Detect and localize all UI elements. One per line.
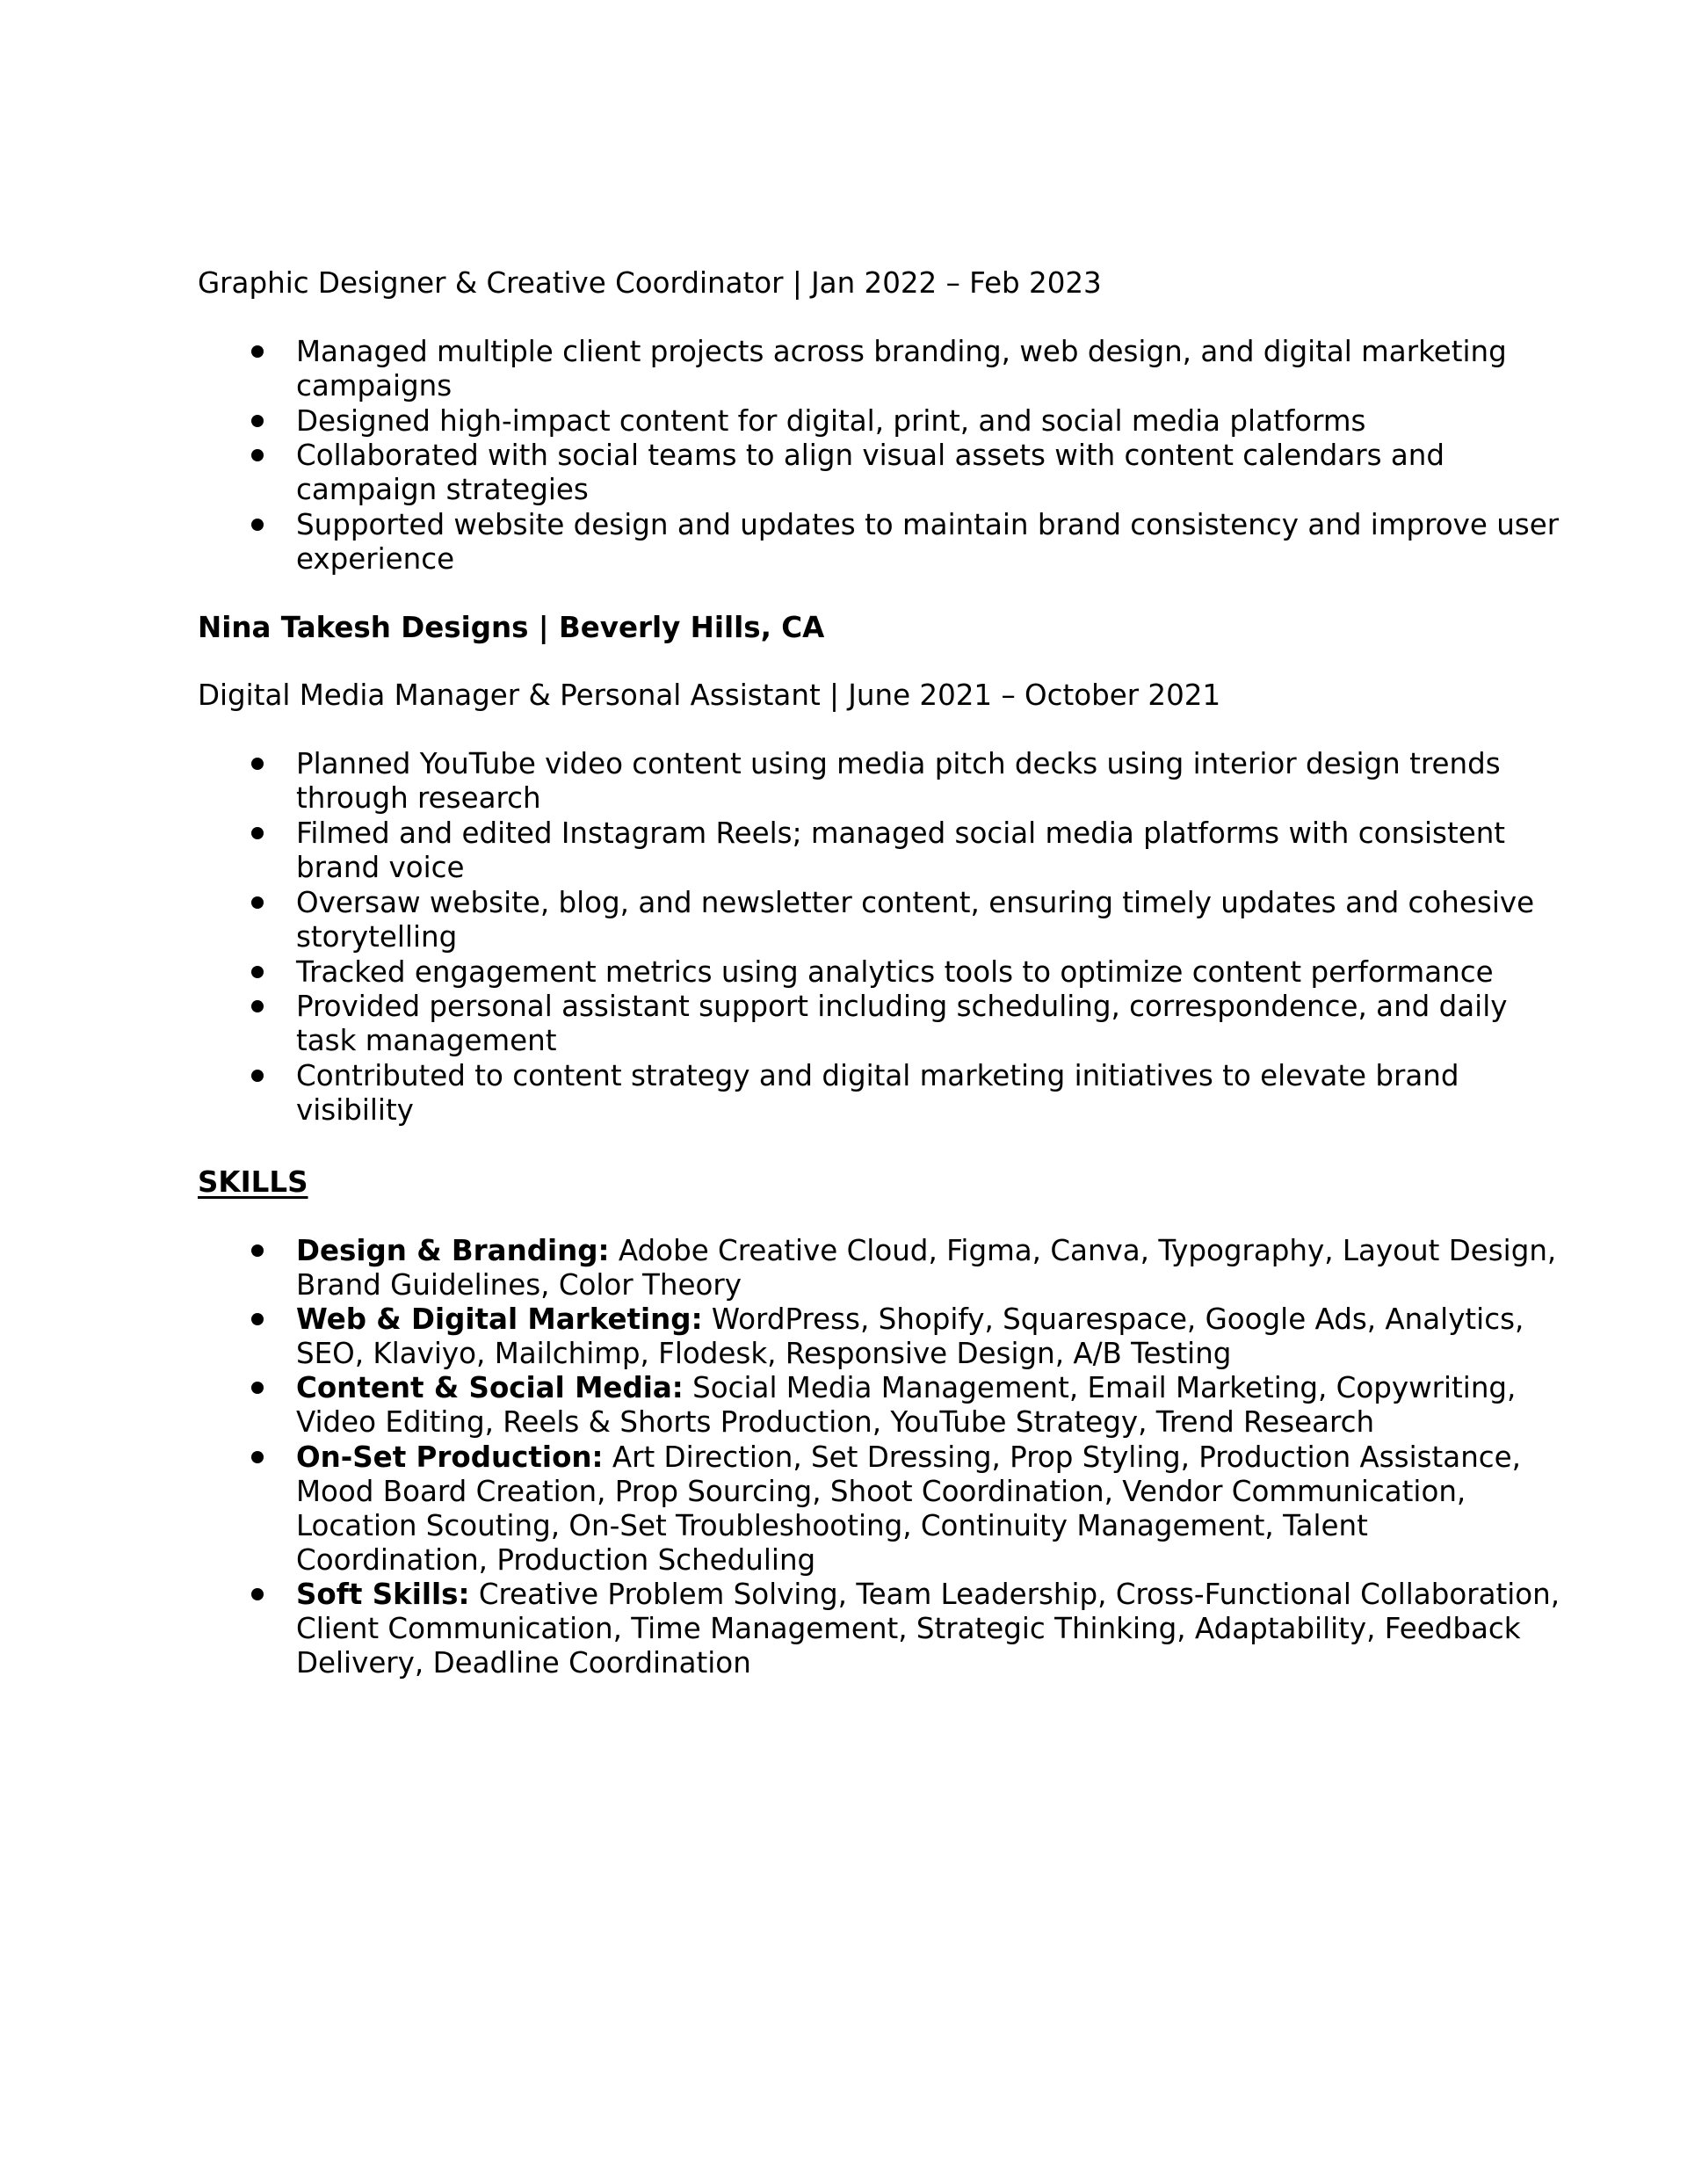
skill-item bbox=[296, 1577, 1560, 1612]
list-item-continuation: storytelling bbox=[296, 920, 458, 954]
skills-heading: SKILLS bbox=[198, 1165, 308, 1199]
bullet-dot bbox=[249, 507, 268, 542]
list-item: Supported website design and updates to maintain brand consistency and improve user bbox=[296, 508, 1560, 541]
bullet-dot bbox=[249, 989, 268, 1024]
list-item: Designed high-impact content for digital, print, and social media platforms bbox=[296, 404, 1366, 438]
list-item-continuation: experience bbox=[296, 542, 455, 576]
list-item-continuation: campaign strategies bbox=[296, 473, 589, 506]
skill-item-continuation: Coordination, Production Scheduling bbox=[296, 1543, 816, 1577]
bullet-dot bbox=[249, 438, 268, 473]
bullet-dot bbox=[249, 334, 268, 369]
list-item: Tracked engagement metrics using analytics tools to optimize content performance bbox=[296, 955, 1494, 989]
job-title-line: Graphic Designer & Creative Coordinator | Jan 2022 – Feb 2023 bbox=[198, 266, 1102, 300]
skill-item-continuation: Delivery, Deadline Coordination bbox=[296, 1646, 751, 1680]
bullet-dot bbox=[249, 954, 268, 990]
bullet-dot bbox=[249, 885, 268, 920]
bullet-dot bbox=[249, 1370, 268, 1405]
skill-label: Web & Digital Marketing: bbox=[296, 1302, 703, 1336]
list-item-continuation: task management bbox=[296, 1024, 557, 1057]
list-item: Contributed to content strategy and digital marketing initiatives to elevate brand bbox=[296, 1059, 1459, 1092]
bullet-dot bbox=[249, 1440, 268, 1475]
bullet-dot bbox=[249, 1058, 268, 1093]
list-item: Provided personal assistant support including scheduling, correspondence, and daily bbox=[296, 990, 1508, 1023]
skill-values: WordPress, Shopify, Squarespace, Google Ads, Analytics, bbox=[702, 1302, 1524, 1336]
list-item-continuation: through research bbox=[296, 781, 541, 815]
list-item-continuation: visibility bbox=[296, 1093, 414, 1127]
skill-item bbox=[296, 1440, 1521, 1475]
skill-values: Social Media Management, Email Marketing, Copywriting, bbox=[683, 1371, 1517, 1404]
job-title-line: Digital Media Manager & Personal Assistant | June 2021 – October 2021 bbox=[198, 678, 1221, 712]
skill-item-continuation: Mood Board Creation, Prop Sourcing, Shoot Coordination, Vendor Communication, bbox=[296, 1475, 1466, 1508]
list-item: Managed multiple client projects across branding, web design, and digital marketing bbox=[296, 335, 1507, 368]
bullet-dot bbox=[249, 816, 268, 851]
skill-label: On-Set Production: bbox=[296, 1440, 604, 1474]
list-item-continuation: campaigns bbox=[296, 369, 453, 403]
skill-item bbox=[296, 1302, 1524, 1337]
skill-values: Adobe Creative Cloud, Figma, Canva, Typography, Layout Design, bbox=[609, 1234, 1557, 1267]
skill-item-continuation: Brand Guidelines, Color Theory bbox=[296, 1268, 742, 1302]
list-item: Planned YouTube video content using media pitch decks using interior design trends bbox=[296, 747, 1501, 780]
list-item: Collaborated with social teams to align visual assets with content calendars and bbox=[296, 439, 1444, 472]
skill-item bbox=[296, 1233, 1556, 1268]
skill-label: Soft Skills: bbox=[296, 1578, 470, 1611]
skill-item bbox=[296, 1370, 1516, 1405]
skill-item-continuation: Location Scouting, On-Set Troubleshooting, Continuity Management, Talent bbox=[296, 1509, 1368, 1542]
skill-item-continuation: Video Editing, Reels & Shorts Production, YouTube Strategy, Trend Research bbox=[296, 1405, 1375, 1439]
bullet-dot bbox=[249, 746, 268, 781]
skill-label: Design & Branding: bbox=[296, 1234, 610, 1267]
list-item: Oversaw website, blog, and newsletter content, ensuring timely updates and cohesive bbox=[296, 886, 1535, 919]
bullet-dot bbox=[249, 1577, 268, 1612]
skill-item-continuation: Client Communication, Time Management, Strategic Thinking, Adaptability, Feedback bbox=[296, 1612, 1521, 1645]
bullet-dot bbox=[249, 403, 268, 439]
bullet-dot bbox=[249, 1302, 268, 1337]
list-item-continuation: brand voice bbox=[296, 851, 465, 884]
bullet-dot bbox=[249, 1233, 268, 1268]
skill-values: Art Direction, Set Dressing, Prop Styling, Production Assistance, bbox=[603, 1440, 1522, 1474]
skill-label: Content & Social Media: bbox=[296, 1371, 684, 1404]
company-heading: Nina Takesh Designs | Beverly Hills, CA bbox=[198, 611, 825, 644]
skill-values: Creative Problem Solving, Team Leadership, Cross-Functional Collaboration, bbox=[469, 1578, 1560, 1611]
list-item: Filmed and edited Instagram Reels; managed social media platforms with consistent bbox=[296, 816, 1506, 850]
skill-item-continuation: SEO, Klaviyo, Mailchimp, Flodesk, Responsive Design, A/B Testing bbox=[296, 1337, 1232, 1370]
